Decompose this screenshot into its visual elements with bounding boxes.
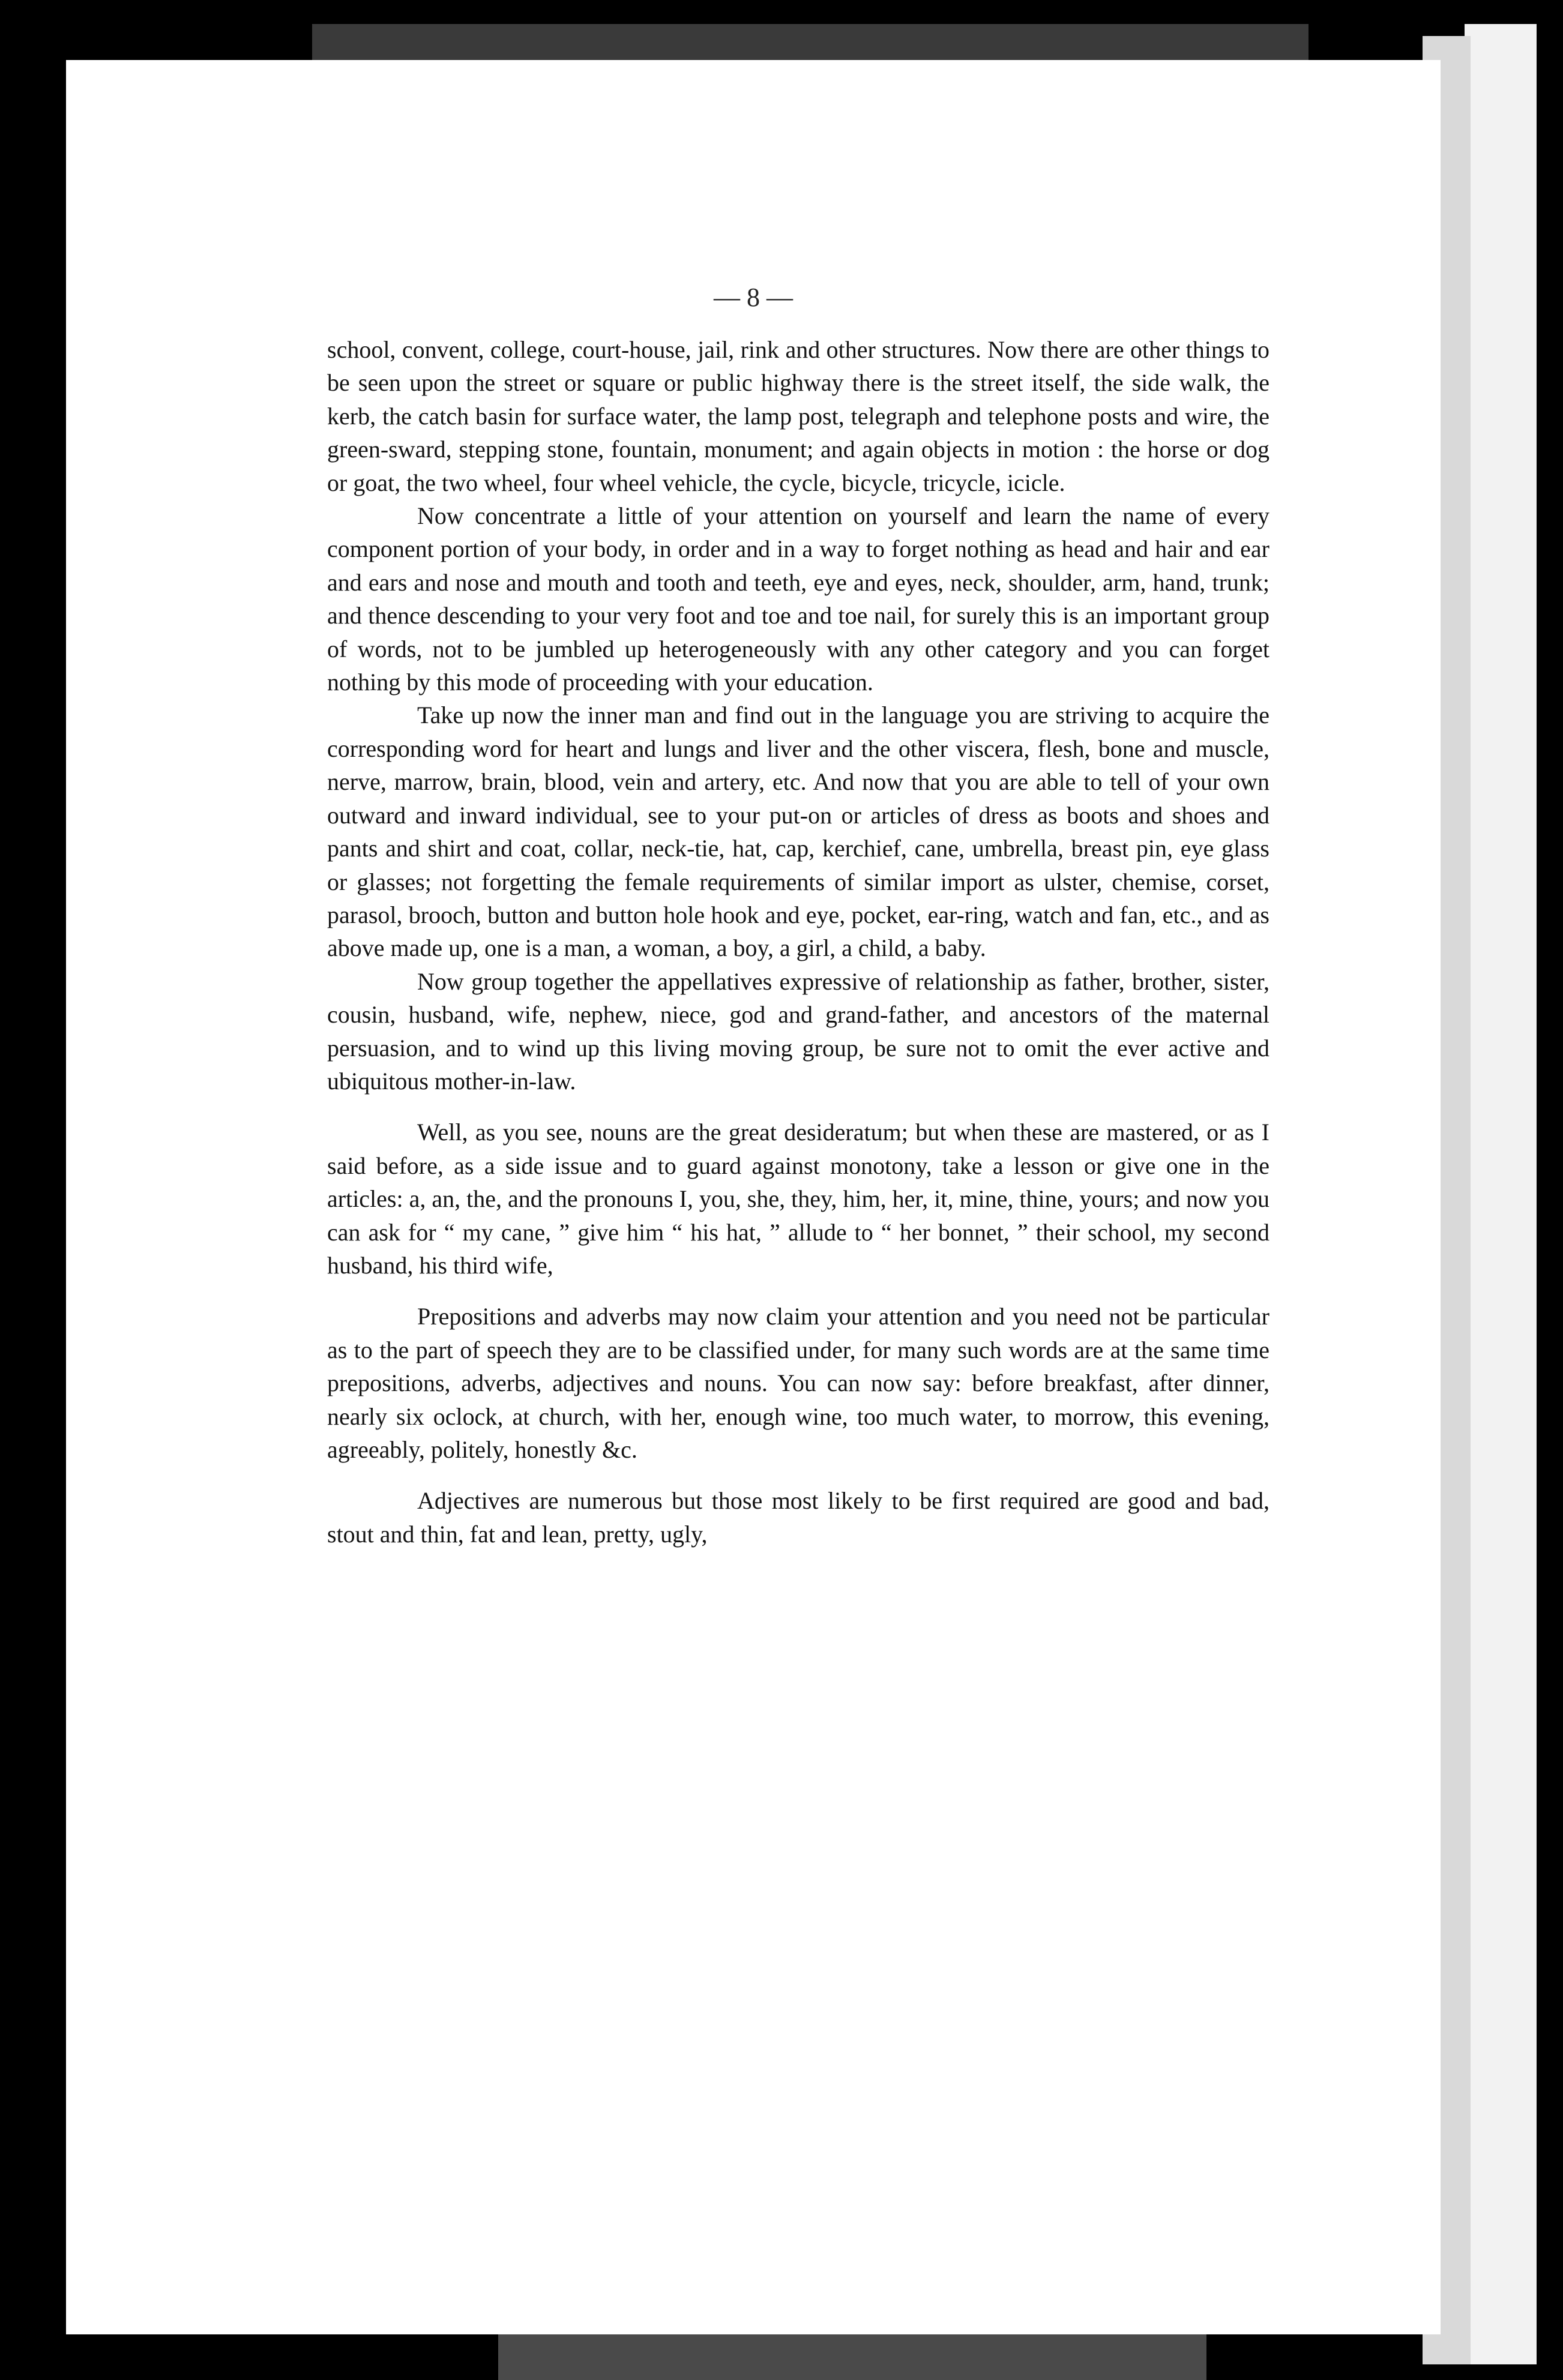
- paragraph: Take up now the inner man and find out in the language you are striving to acquire the corresponding word for heart and lungs and liver and the other viscera, flesh, bone and muscle, nerve, marrow, brain, blood, vein and artery, etc. And now that you are able to tell of your own outward and inward individual, see to your put-on or articles of dress as boots and shoes and pants and shirt and coat, collar, neck-tie, hat, cap, kerchief, cane, umbrella, breast pin, eye glass or glasses; not forgetting the female requirements of similar import as ulster, chemise, corset, parasol, brooch, button and button hole hook and eye, pocket, ear-ring, watch and fan, etc., and as above made up, one is a man, a woman, a boy, a girl, a child, a baby.: [327, 702, 1269, 962]
- adjacent-page-edge: [1465, 24, 1537, 2364]
- paragraph: Prepositions and adverbs may now claim your attention and you need not be particular as to the part of speech they are to be classified under, for many such words are at the same time prepositions, adverbs, adjectives and nouns. You can now say: before breakfast, after dinner, nearly six oclock, at church, with her, enough wine, too much water, to morrow, this evening, agreeably, politely, honestly &c.: [327, 1303, 1269, 1463]
- paragraph: Now concentrate a little of your attention on yourself and learn the name of every component portion of your body, in order and in a way to forget nothing as head and hair and ear and ears and nose and mouth and tooth and teeth, eye and eyes, neck, shoulder, arm, hand, trunk; and thence descending to your very foot and toe and toe nail, for surely this is an important group of words, not to be jumbled up heterogeneously with any other category and you can forget nothing by this mode of proceeding with your education.: [327, 502, 1269, 696]
- paragraph: Adjectives are numerous but those most likely to be first required are good and bad, stout and thin, fat and lean, pretty, ugly,: [327, 1487, 1269, 1548]
- paragraph: Well, as you see, nouns are the great desideratum; but when these are mastered, or as I said before, as a side issue and to guard against monotony, take a lesson or give one in the articles: a, an, the, and the pronouns I, you, she, they, him, her, it, mine, thine, yours; and now you can ask for “ my cane, ” give him “ his hat, ” allude to “ her bonnet, ” their school, my second husband, his third wife,: [327, 1119, 1269, 1279]
- body-text: [327, 333, 1269, 1551]
- document-page: [66, 60, 1441, 2334]
- page-number: — 8 —: [714, 283, 793, 312]
- paragraph: school, convent, college, court-house, jail, rink and other structures. Now there are other things to be seen upon the street or square or public highway there is the street itself, the side walk, the kerb, the catch basin for surface water, the lamp post, telegraph and telephone posts and wire, the green-sward, stepping stone, fountain, monument; and again objects in motion : the horse or dog or goat, the two wheel, four wheel vehicle, the cycle, bicycle, tricycle, icicle.: [327, 336, 1269, 496]
- paragraph: Now group together the appellatives expressive of relationship as father, brother, sister, cousin, husband, wife, nephew, niece, god and grand-father, and ancestors of the maternal persuasion, and to wind up this living moving group, be sure not to omit the ever active and ubiquitous mother-in-law.: [327, 967, 1269, 1095]
